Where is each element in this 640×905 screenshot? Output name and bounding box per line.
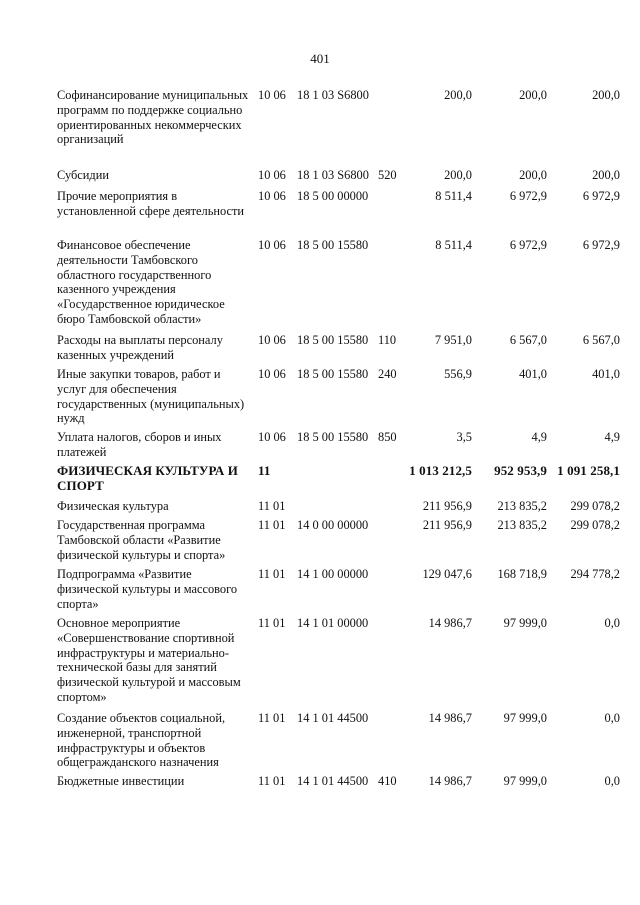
- row-amount-year-3: 200,0: [592, 88, 620, 102]
- row-name: Уплата налогов, сборов и иных платежей: [57, 430, 222, 459]
- row-expense-type: 240: [378, 367, 397, 381]
- row-amount-year-2: 401,0: [519, 367, 547, 381]
- page-number: 401: [310, 51, 330, 66]
- row-amount-year-1: 211 956,9: [422, 499, 472, 513]
- row-amount-year-2: 97 999,0: [503, 711, 547, 725]
- row-expense-type: 520: [378, 168, 397, 182]
- row-name: Иные закупки товаров, работ и услуг для обеспечения государственных (муниципальных) нужд: [57, 367, 245, 426]
- row-amount-year-2: 200,0: [519, 168, 547, 182]
- row-section-code: 11 01: [258, 518, 286, 532]
- row-name: Расходы на выплаты персоналу казенных учреждений: [57, 333, 223, 362]
- row-target-code: 14 0 00 00000: [297, 518, 369, 532]
- row-amount-year-3: 1 091 258,1: [557, 463, 620, 478]
- row-name: ФИЗИЧЕСКАЯ КУЛЬТУРА И СПОРТ: [57, 463, 238, 493]
- row-amount-year-1: 200,0: [444, 168, 472, 182]
- row-expense-type: 410: [378, 774, 397, 788]
- row-name: Основное мероприятие «Совершенствование спортивной инфраструктуры и материально-технической базы для занятий физической культурой и массовым спортом»: [57, 616, 241, 704]
- row-section-code: 10 06: [258, 189, 286, 203]
- row-name: Софинансирование муниципальных программ по поддержке социально ориентированных некоммерческих организаций: [57, 88, 249, 147]
- row-amount-year-3: 0,0: [604, 711, 620, 725]
- row-amount-year-3: 6 972,9: [582, 238, 620, 252]
- row-amount-year-2: 168 718,9: [497, 567, 547, 581]
- row-amount-year-1: 14 986,7: [428, 774, 472, 788]
- row-name: Прочие мероприятия в установленной сфере деятельности: [57, 189, 245, 218]
- row-target-code: 14 1 00 00000: [297, 567, 369, 581]
- row-amount-year-1: 8 511,4: [435, 238, 472, 252]
- row-amount-year-2: 200,0: [519, 88, 547, 102]
- row-amount-year-3: 0,0: [604, 616, 620, 630]
- row-target-code: 14 1 01 00000: [297, 616, 369, 630]
- row-target-code: 18 1 03 S6800: [297, 88, 369, 102]
- row-name: Государственная программа Тамбовской области «Развитие физической культуры и спорта»: [57, 518, 226, 562]
- row-amount-year-1: 129 047,6: [422, 567, 472, 581]
- row-amount-year-3: 299 078,2: [570, 499, 620, 513]
- row-amount-year-3: 6 972,9: [582, 189, 620, 203]
- row-amount-year-3: 0,0: [604, 774, 620, 788]
- row-section-code: 11 01: [258, 567, 286, 581]
- row-name: Субсидии: [57, 168, 109, 182]
- row-amount-year-1: 200,0: [444, 88, 472, 102]
- row-target-code: 18 5 00 15580: [297, 430, 369, 444]
- row-expense-type: 110: [378, 333, 397, 347]
- row-amount-year-1: 556,9: [444, 367, 472, 381]
- row-section-code: 11 01: [258, 616, 286, 630]
- row-target-code: 14 1 01 44500: [297, 774, 369, 788]
- row-section-code: 11 01: [258, 774, 286, 788]
- row-target-code: 18 5 00 15580: [297, 367, 369, 381]
- row-amount-year-2: 6 972,9: [509, 189, 547, 203]
- row-section-code: 10 06: [258, 367, 286, 381]
- row-amount-year-2: 952 953,9: [494, 463, 547, 478]
- row-target-code: 18 5 00 00000: [297, 189, 369, 203]
- row-amount-year-3: 200,0: [592, 168, 620, 182]
- row-amount-year-1: 211 956,9: [422, 518, 472, 532]
- row-target-code: 18 5 00 15580: [297, 238, 369, 252]
- row-amount-year-3: 299 078,2: [570, 518, 620, 532]
- row-amount-year-2: 6 567,0: [509, 333, 547, 347]
- row-target-code: 14 1 01 44500: [297, 711, 369, 725]
- row-amount-year-1: 14 986,7: [428, 616, 472, 630]
- row-amount-year-2: 6 972,9: [509, 238, 547, 252]
- row-name: Создание объектов социальной, инженерной, транспортной инфраструктуры и объектов общегражданского назначения: [57, 711, 226, 770]
- row-amount-year-1: 8 511,4: [435, 189, 472, 203]
- row-section-code: 10 06: [258, 333, 286, 347]
- row-target-code: 18 5 00 15580: [297, 333, 369, 347]
- row-amount-year-1: 7 951,0: [434, 333, 472, 347]
- row-section-code: 11: [258, 463, 271, 478]
- row-section-code: 10 06: [258, 238, 286, 252]
- row-amount-year-2: 213 835,2: [497, 518, 547, 532]
- row-expense-type: 850: [378, 430, 397, 444]
- row-target-code: 18 1 03 S6800: [297, 168, 369, 182]
- row-section-code: 10 06: [258, 430, 286, 444]
- row-amount-year-2: 97 999,0: [503, 616, 547, 630]
- row-amount-year-1: 3,5: [456, 430, 472, 444]
- row-section-code: 11 01: [258, 499, 286, 513]
- row-name: Физическая культура: [57, 499, 169, 513]
- row-amount-year-1: 1 013 212,5: [409, 463, 472, 478]
- row-amount-year-3: 4,9: [604, 430, 620, 444]
- row-amount-year-2: 97 999,0: [503, 774, 547, 788]
- row-amount-year-2: 4,9: [531, 430, 547, 444]
- row-amount-year-3: 6 567,0: [582, 333, 620, 347]
- row-section-code: 10 06: [258, 88, 286, 102]
- row-amount-year-1: 14 986,7: [428, 711, 472, 725]
- row-amount-year-2: 213 835,2: [497, 499, 547, 513]
- row-name: Подпрограмма «Развитие физической культуры и массового спорта»: [57, 567, 238, 611]
- row-section-code: 10 06: [258, 168, 286, 182]
- row-name: Финансовое обеспечение деятельности Тамбовского областного государственного казенного учреждения «Государственное юридическое бюро Тамбовской области»: [57, 238, 225, 326]
- row-section-code: 11 01: [258, 711, 286, 725]
- row-name: Бюджетные инвестиции: [57, 774, 185, 788]
- row-amount-year-3: 401,0: [592, 367, 620, 381]
- row-amount-year-3: 294 778,2: [570, 567, 620, 581]
